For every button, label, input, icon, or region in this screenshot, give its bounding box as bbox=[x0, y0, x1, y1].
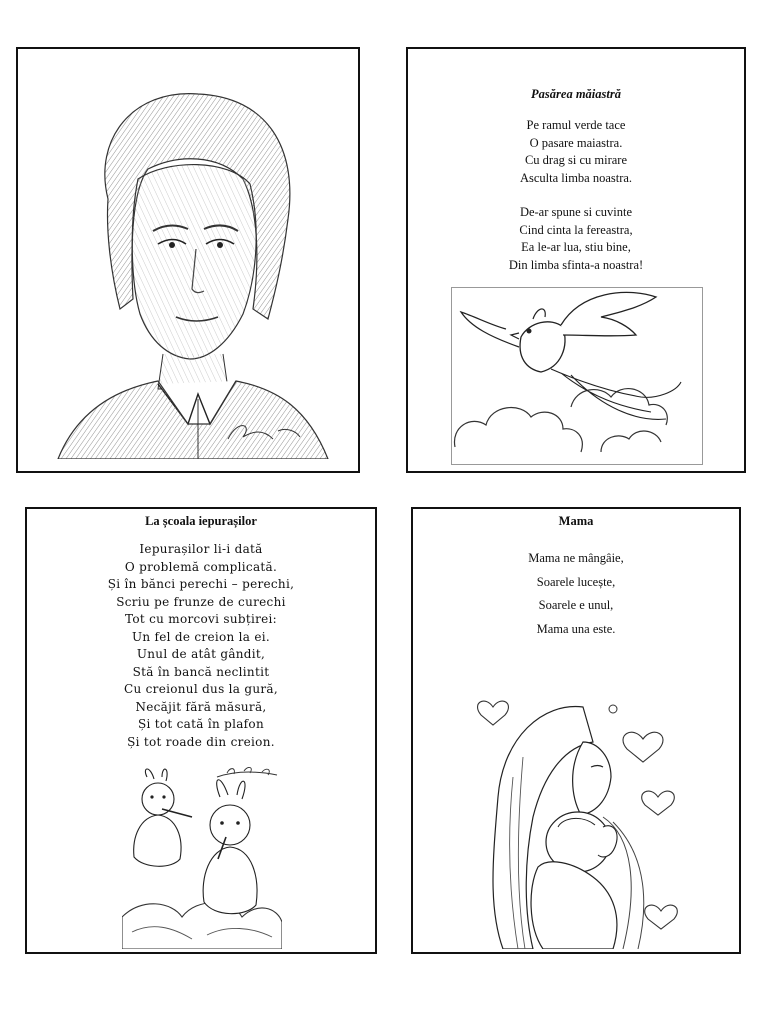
bird-illustration bbox=[451, 287, 703, 465]
poem-line: O pasare maiastra. bbox=[529, 135, 623, 150]
poem-line: Unul de atât gândit, bbox=[136, 647, 266, 661]
poem-line: Tot cu morcovi subțirei: bbox=[124, 612, 278, 626]
rabbits-illustration bbox=[122, 767, 282, 949]
poem-line: Un fel de creion la ei. bbox=[131, 629, 271, 644]
poem-line: Cind cinta la fereastra, bbox=[519, 222, 633, 237]
poem-body bbox=[408, 117, 744, 274]
poem-line: Soarele lucește, bbox=[536, 574, 616, 589]
poem-line: Și tot roade din creion. bbox=[127, 734, 275, 749]
poem-line: Mama ne mângâie, bbox=[528, 551, 624, 565]
mother-child-illustration bbox=[463, 687, 693, 949]
poem-line: Pe ramul verde tace bbox=[526, 118, 626, 132]
scoala-card bbox=[25, 507, 377, 954]
poem-line: Cu creionul dus la gură, bbox=[124, 682, 278, 696]
poem-line: Mama una este. bbox=[536, 621, 616, 636]
poem-line: De-ar spune si cuvinte bbox=[519, 205, 633, 219]
poem-body bbox=[27, 541, 375, 751]
poem-title: Mama bbox=[558, 514, 594, 528]
mama-card bbox=[411, 507, 741, 954]
poem-line: Și în bănci perechi – perechi, bbox=[107, 577, 295, 591]
poem-body bbox=[413, 547, 739, 641]
poem-line: Necăjit fără măsură, bbox=[135, 699, 267, 714]
poem-line: Cu drag si cu mirare bbox=[524, 153, 628, 167]
poem-line: Scriu pe frunze de curechi bbox=[116, 594, 286, 609]
portrait-card bbox=[16, 47, 360, 473]
pasarea-card bbox=[406, 47, 746, 473]
poem-line: O problemă complicată. bbox=[124, 559, 278, 574]
poem-line: Și tot cată în plafon bbox=[138, 717, 264, 731]
poem-title: Pasărea măiastră bbox=[531, 87, 621, 101]
poem-line: Stă în bancă neclintit bbox=[132, 664, 270, 679]
poem-line: Din limba sfinta-a noastra! bbox=[508, 257, 644, 272]
poem-line: Soarele e unul, bbox=[538, 598, 614, 612]
portrait-sketch bbox=[38, 59, 338, 459]
poem-line: Asculta limba noastra. bbox=[519, 170, 633, 185]
heart-icon bbox=[478, 701, 509, 725]
poem-line: Ea le-ar lua, stiu bine, bbox=[521, 240, 631, 254]
poem-line: Iepurașilor li-i dată bbox=[139, 542, 263, 556]
poem-title: La școala iepurașilor bbox=[145, 514, 257, 528]
